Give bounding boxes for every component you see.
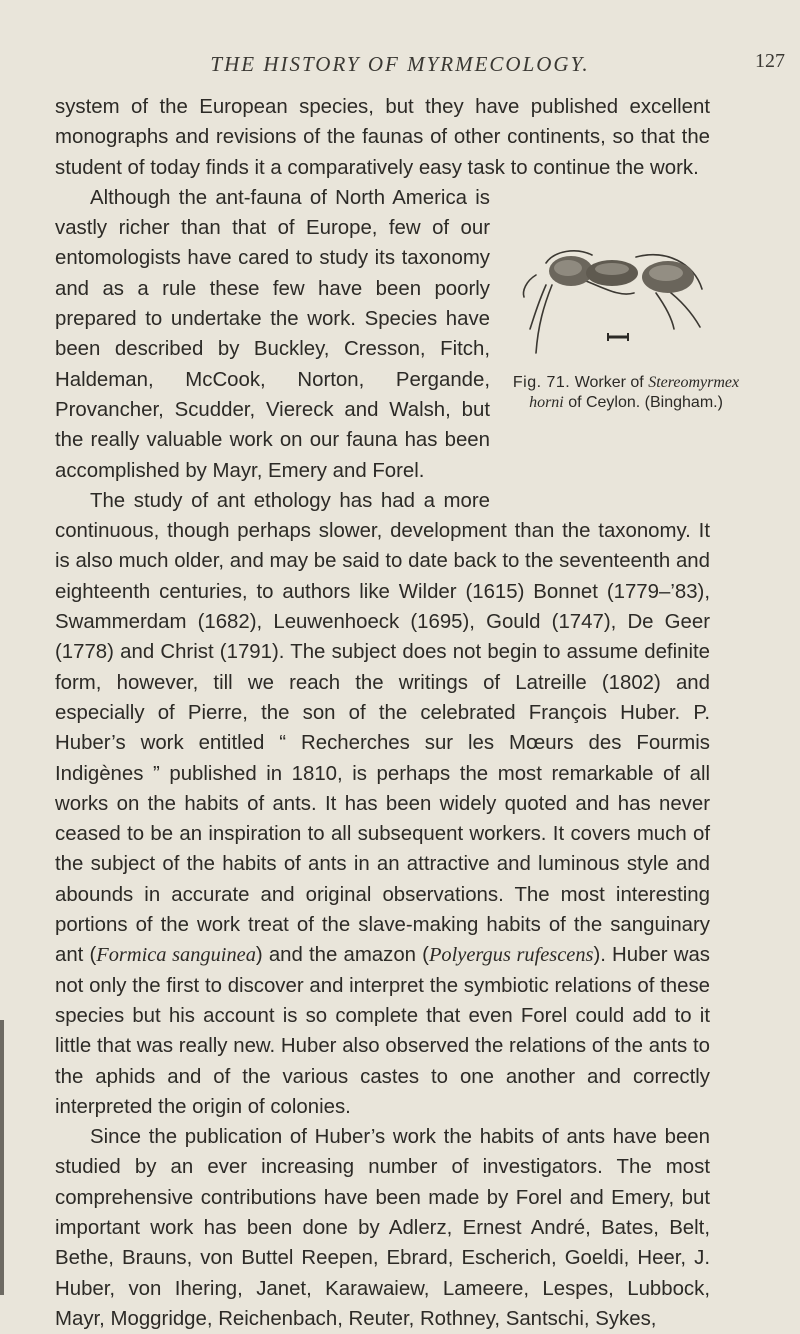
running-title: THE HISTORY OF MYRMECOLOGY.: [210, 52, 590, 76]
paragraph-3: [55, 486, 710, 1122]
paragraph-3-end: ). Huber was not only the first to discover and interpret the symbiotic relations of these species but his account is so complete that even Forel could add to it little that was really new. Huber also observed the relations of the ants to the aphids and of the various castes to one another and correctly interpreted the origin of colonies.: [55, 944, 710, 1118]
body-text: [55, 92, 740, 1334]
paragraph-3-mid: ) and the amazon (: [255, 944, 429, 967]
paragraph-3-text: The study of ant ethology has had a more continuous, though perhaps slower, development than the taxonomy. It is also much older, and may be said to date back to the seventeenth and eighteenth centuries, to authors like Wilder (1615) Bonnet (1779–’83), Swammerdam (1682), Leuwenhoeck (1695), Gould (1747), De Geer (1778) and Christ (1791). The subject does not begin to assume definite form, however, till we reach the writings of Latreille (1802) and especially of Pierre, the son of the celebrated François Huber. P. Huber’s work entitled “ Recherches sur les Mœurs des Fourmis Indigènes ” published in 1810, is perhaps the most remarkable of all works on the habits of ants. It has been widely quoted and has never ceased to be an inspiration to all subsequent workers. It covers much of the subject of the habits of ants in an attractive and luminous style and abounds in accurate and original observations. The most interesting portions of the work treat of the slave-making habits of the sanguinary ant (: [55, 489, 710, 967]
paragraph-4: Since the publication of Huber’s work the habits of ants have been studied by an ever increasing number of investigators. The most comprehensive contributions have been made by Forel and Emery, but important work has been done by Adlerz, Ernest André, Bates, Belt, Bethe, Brauns, von Buttel Reepen, Ebrard, Escherich, Goeldi, Heer, J. Huber, von Ihering, Janet, Karawaiew, Lameere, Lespes, Lubbock, Mayr, Moggridge, Reichenbach, Reuter, Rothney, Santschi, Sykes,: [55, 1126, 710, 1330]
species-polyergus-rufescens: Polyergus rufescens: [428, 944, 594, 967]
paragraph-2: Although the ant-fauna of North America is vastly richer than that of Europe, few of our entomologists have cared to study its taxonomy and as a rule these few have been poorly prepared to undertake the work. Species have been described by Buckley, Cresson, Fitch, Haldeman, McCook, Norton, Pergande, Provancher, Scudder, Viereck and Walsh, but the really valuable work on our fauna has been accomplished by Mayr, Emery and Forel.: [55, 186, 490, 482]
paragraph-1: system of the European species, but they have published excellent monographs and revisions of the faunas of other continents, so that the student of today finds it a comparatively easy task to continue the work.: [55, 96, 710, 179]
figure-71: [506, 235, 756, 497]
caption-text-post: of Ceylon. (Bingham.): [568, 393, 723, 411]
figure-label: Fig. 71.: [512, 373, 571, 391]
caption-species: Stereomyrmex horni: [529, 373, 740, 411]
page-number: 127: [755, 50, 785, 72]
figure-caption: [506, 373, 746, 413]
ant-worker-illustration: [516, 245, 716, 365]
caption-text-pre: Worker of: [574, 373, 644, 391]
binding-edge-shadow: [0, 1020, 4, 1295]
species-formica-sanguinea: Formica sanguinea: [96, 944, 256, 967]
